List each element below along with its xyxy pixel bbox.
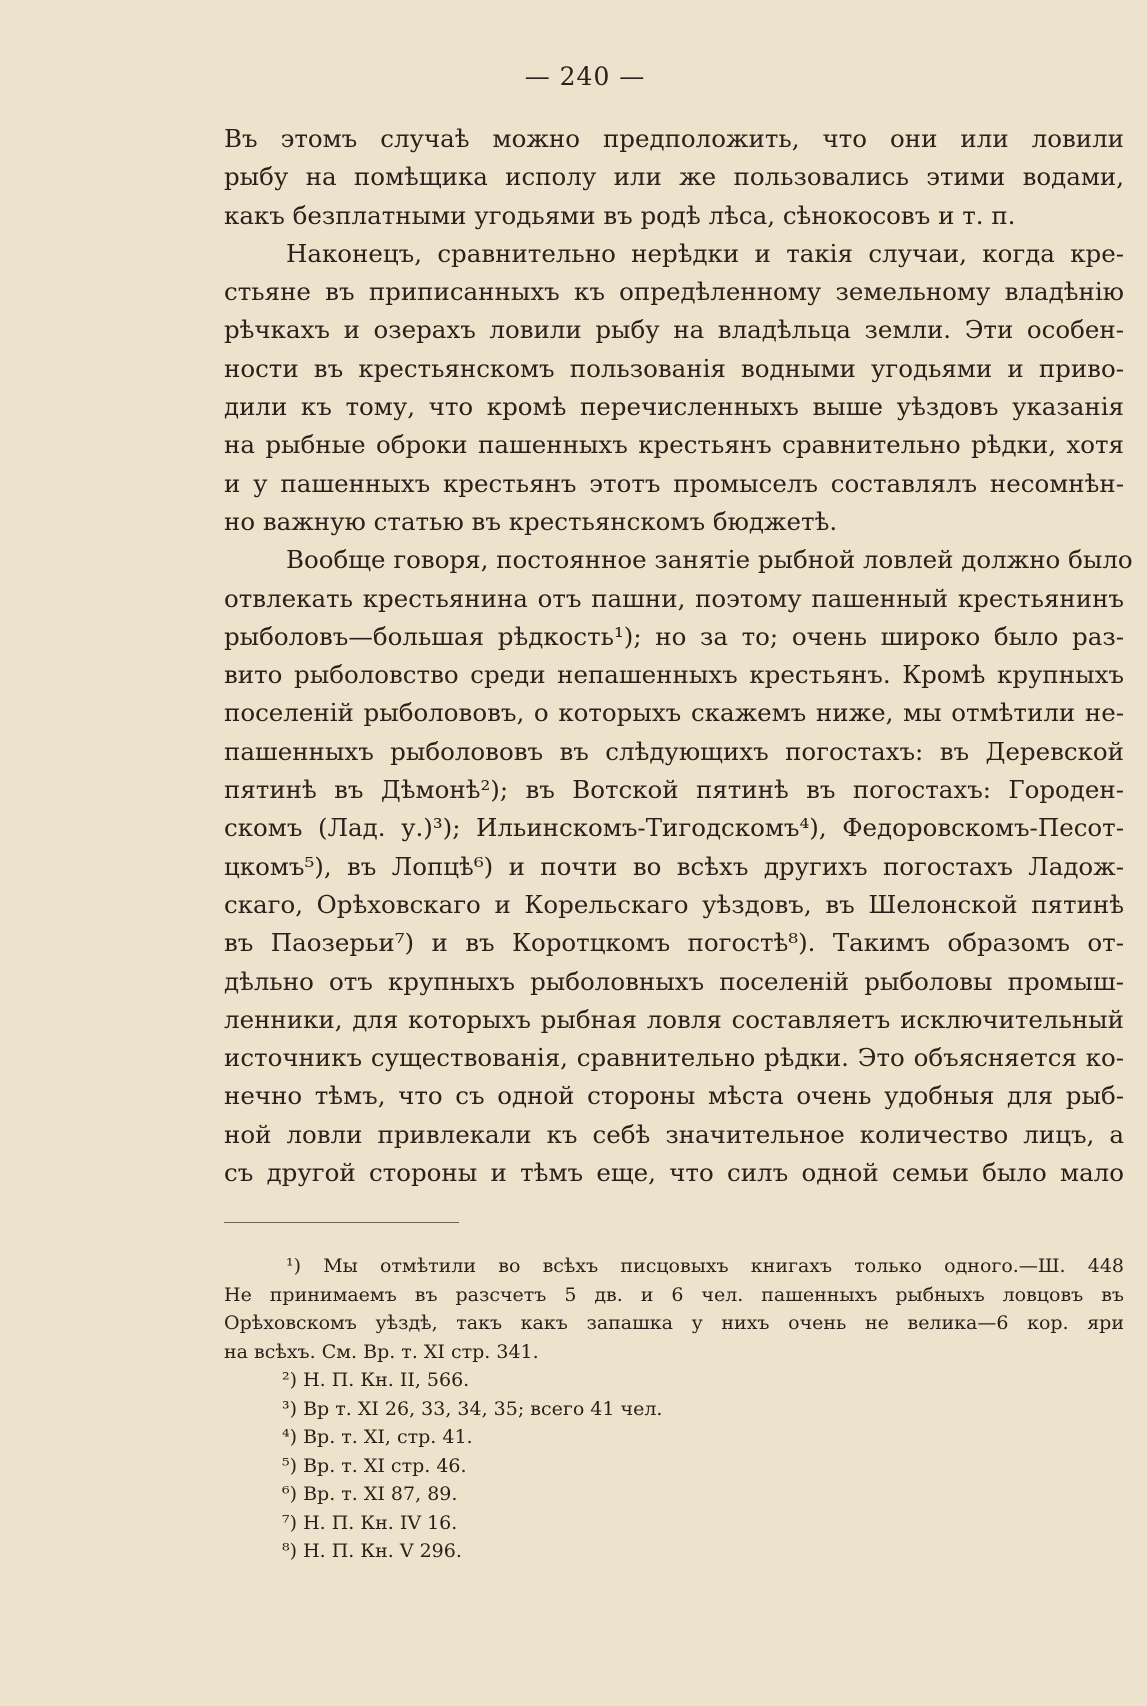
text-line: рыболовъ—большая рѣдкость¹); но за то; очень широко было раз- [224, 621, 1124, 651]
text-line: вито рыболовство среди непашенныхъ крестьянъ. Кромѣ крупныхъ [224, 660, 1124, 690]
paragraph-2 [224, 235, 1124, 541]
text-line: ной ловли привлекали къ себѣ значительное количество лицъ, а [224, 1119, 1124, 1149]
text-line: рыбу на помѣщика исполу или же пользовались этими водами, [224, 162, 1124, 192]
footnote-8: ⁸) Н. П. Кн. V 296. [282, 1540, 462, 1562]
text-line: пашенныхъ рыболововъ въ слѣдующихъ погостахъ: въ Деревской [224, 736, 1124, 766]
footnote-line: ¹) Мы отмѣтили во всѣхъ писцовыхъ книгахъ только одного.—Ш. 448 [286, 1255, 1124, 1277]
text-line: дѣльно отъ крупныхъ рыболовныхъ поселеній рыболовы промыш- [224, 966, 1124, 996]
text-line: и у пашенныхъ крестьянъ этотъ промыселъ составлялъ несомнѣн- [224, 468, 1124, 498]
text-line: какъ безплатными угодьями въ родѣ лѣса, сѣнокосовъ и т. п. [224, 200, 1016, 230]
text-line: пятинѣ въ Дѣмонѣ²); въ Вотской пятинѣ въ погостахъ: Городен- [224, 775, 1124, 805]
text-line: скомъ (Лад. у.)³); Ильинскомъ-Тигодскомъ⁴), Федоровскомъ-Песот- [224, 813, 1124, 843]
text-line: стьяне въ приписанныхъ къ опредѣленному земельному владѣнію [224, 277, 1124, 307]
footnote-line: на всѣхъ. См. Вр. т. XI стр. 341. [224, 1340, 539, 1363]
text-line: цкомъ⁵), въ Лопцѣ⁶) и почти во всѣхъ другихъ погостахъ Ладож- [224, 851, 1124, 881]
text-line: Наконецъ, сравнительно нерѣдки и такія случаи, когда кре- [286, 238, 1124, 268]
text-line: скаго, Орѣховскаго и Корельскаго уѣздовъ, въ Шелонской пятинѣ [224, 889, 1124, 919]
text-line: дили къ тому, что кромѣ перечисленныхъ выше уѣздовъ указанія [224, 392, 1124, 422]
body-text [224, 120, 1133, 1192]
footnote-5: ⁵) Вр. т. XI стр. 46. [282, 1454, 467, 1477]
text-line: ленники, для которыхъ рыбная ловля составляетъ исключительный [224, 1004, 1124, 1034]
footnote-2: ²) Н. П. Кн. II, 566. [282, 1369, 470, 1391]
footnote-divider [224, 1222, 459, 1223]
paragraph-1 [224, 120, 1124, 235]
footnote-1 [224, 1252, 1124, 1366]
text-line: отвлекать крестьянина отъ пашни, поэтому пашенный крестьянинъ [224, 583, 1124, 613]
paragraph-3 [224, 541, 1133, 1192]
footnote-7: ⁷) Н. П. Кн. IV 16. [282, 1511, 458, 1534]
text-line: но важную статью въ крестьянскомъ бюджетѣ. [224, 506, 838, 536]
text-line: рѣчкахъ и озерахъ ловили рыбу на владѣльца земли. Эти особен- [224, 315, 1124, 345]
text-line: Вообще говоря, постоянное занятіе рыбной ловлей должно было [286, 545, 1133, 575]
text-line: нечно тѣмъ, что съ одной стороны мѣста очень удобныя для рыб- [224, 1081, 1124, 1111]
text-line: на рыбные оброки пашенныхъ крестьянъ сравнительно рѣдки, хотя [224, 430, 1124, 460]
footnote-line: Не принимаемъ въ разсчетъ 5 дв. и 6 чел. пашенныхъ рыбныхъ ловцовъ въ [224, 1283, 1124, 1306]
text-line: Въ этомъ случаѣ можно предположить, что они или ловили [224, 124, 1124, 153]
text-line: поселеній рыболововъ, о которыхъ скажемъ ниже, мы отмѣтили не- [224, 698, 1124, 728]
text-line: источникъ существованія, сравнительно рѣдки. Это объясняется ко- [224, 1043, 1124, 1073]
page-number: — 240 — [524, 62, 646, 91]
text-line: въ Паозерьи⁷) и въ Коротцкомъ погостѣ⁸). Такимъ образомъ от- [224, 928, 1124, 958]
footnote-3: ³) Вр т. XI 26, 33, 34, 35; всего 41 чел. [282, 1397, 663, 1420]
footnotes [224, 1252, 1124, 1566]
footnote-4: ⁴) Вр. т. XI, стр. 41. [282, 1426, 473, 1448]
footnote-line: Орѣховскомъ уѣздѣ, такъ какъ запашка у нихъ очень не велика—6 кор. яри [224, 1312, 1124, 1334]
text-line: ности въ крестьянскомъ пользованія водными угодьями и приво- [224, 353, 1124, 383]
text-line: съ другой стороны и тѣмъ еще, что силъ одной семьи было мало [224, 1158, 1124, 1188]
footnote-6: ⁶) Вр. т. XI 87, 89. [282, 1483, 458, 1505]
